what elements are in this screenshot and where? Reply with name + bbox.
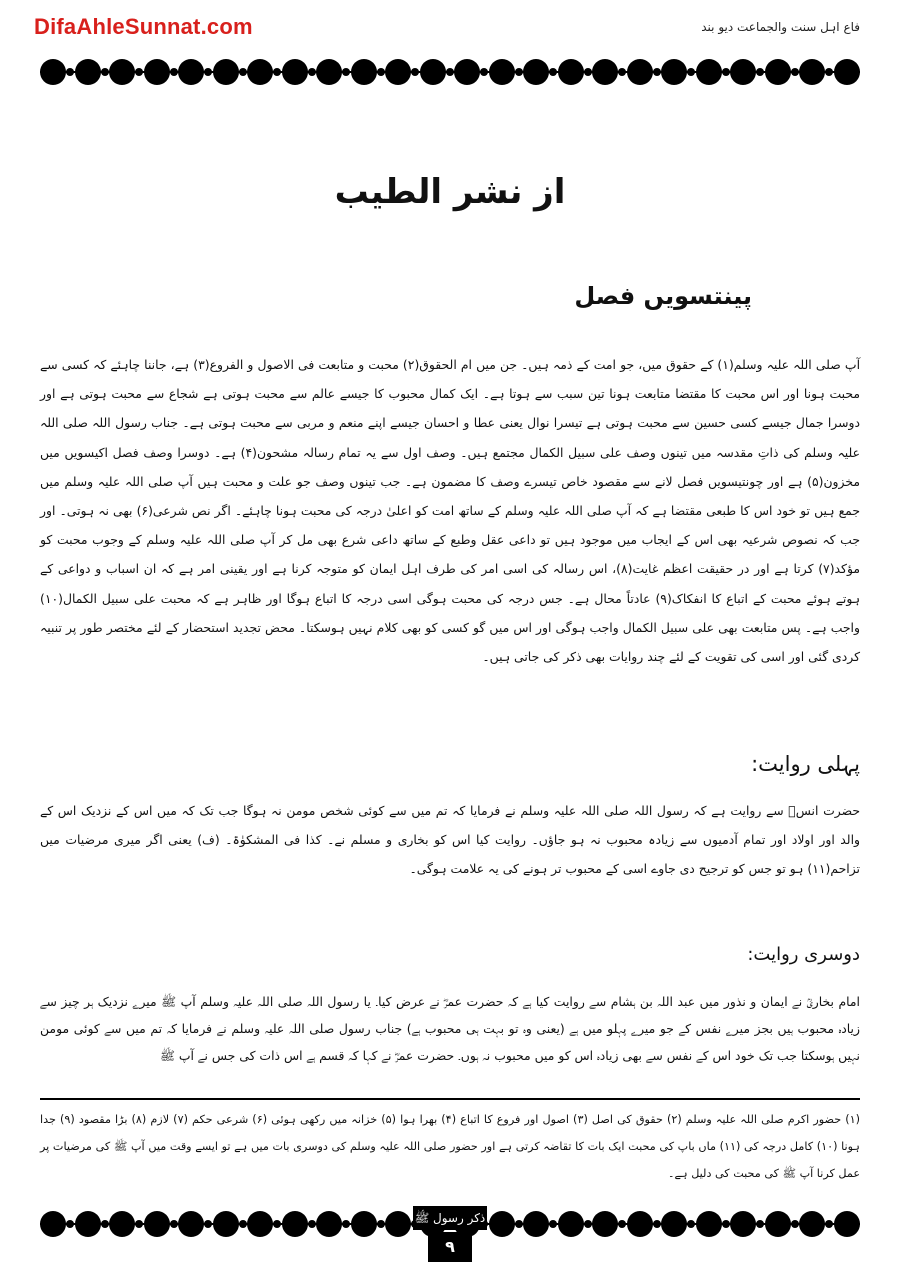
page-number: ۹	[428, 1232, 472, 1262]
heading-second-narration: دوسری روایت:	[747, 944, 860, 965]
page-title: از نشر الطیب	[334, 172, 566, 212]
header-publisher: فاع اہل سنت والجماعت دیو بند	[701, 20, 860, 34]
section-heading: پینتسویں فصل	[574, 282, 752, 310]
footnotes: (۱) حضور اکرم صلی اللہ علیہ وسلم (۲) حقوق کی اصل (۳) اصول اور فروع کا اتباع (۴) بھرا ہوا (۵) خزانہ میں رکھی ہوئی (۶) شرعی حکم (۷) لازم (۸) بڑا مقصود (۹) جدا ہونا (۱۰) کامل درجہ کی (۱۱) ماں باپ کی محبت ایک بات کا تقاضہ کرتی ہے اور حضور صلی اللہ علیہ وسلم کی دوسری بات میں ہے تو ایسے وقت میں آپ ﷺ کی مرضیات پر عمل کرنا آپ ﷺ کی محبت کی دلیل ہے۔	[40, 1113, 860, 1180]
footer-book-badge: ذکر رسول ﷺ	[413, 1206, 487, 1230]
top-border-ornament	[40, 58, 860, 86]
heading-first-narration: پہلی روایت:	[751, 752, 860, 776]
paragraph-main: آپ صلی اللہ علیہ وسلم(۱) کے حقوق میں، جو امت کے ذمہ ہیں۔ جن میں ام الحقوق(۲) محبت و متابعت فی الاصول و الفروع(۳) ہے، جاننا چاہئے کہ کسی سے محبت ہونا اور اس محبت کا مقتضا متابعت ہونا تین سبب سے ہوتا ہے۔ ایک کمال محبوب کا جیسے عالم سے محبت ہوتی ہے شجاع سے محبت ہوتی ہے اور دوسرا جمال جیسے کسی حسین سے محبت ہوتی ہے تیسرا نوال یعنی عطا و احسان جیسے اپنے منعم و مربی سے محبت ہوتی ہے۔ جناب رسول اللہ صلی اللہ علیہ وسلم کی ذاتِ مقدسہ میں تینوں وصف علی سبیل الکمال مجتمع ہیں۔ وصف اول سے یہ تمام رسالہ مشحون(۴) ہے۔ دوسرا وصف فصل اکیسویں میں مخزون(۵) ہے اور چونتیسویں فصل لانے سے مقصود خاص تیسرے وصف کا مضمون ہے۔ جب تینوں وصف جو علت و محبت ہیں آپ صلی اللہ علیہ وسلم میں جمع ہیں تو خود اس کا طبعی مقتضا ہے کہ آپ صلی اللہ علیہ وسلم کے ساتھ امت کو اعلیٰ درجہ کی محبت ہونا چاہئے۔ اگر نص شرعی(۶) بھی نہ ہوتی۔ اور جب کہ نصوص شرعیہ بھی اس کے ایجاب میں موجود ہیں تو داعی عقل وطبع کے ساتھ داعی شرع بھی مل کر آپ صلی اللہ علیہ وسلم کے وجوب محبت کو مؤکد(۷) کرتا ہے اور در حقیقت اعظم غایت(۸)، اس رسالہ کی اسی امر کی طرف اہل ایمان کو متوجہ کرنا ہے اور یقینی امر ہے کہ ان اسباب و دواعی کے ہوتے ہوئے محبت کے اتباع کا انفکاک(۹) عادتاً محال ہے۔ جس درجہ کی محبت ہوگی اسی درجہ کا اتباع ہوگا اور ظاہر ہے کہ محبت علی سبیل الکمال(۱۰) واجب ہے۔ پس متابعت بھی علی سبیل الکمال واجب ہوگی اور اس میں گو کسی کو بھی کلام نہیں ہوسکتا۔ محض تجدید استحضار کے لئے مختصر طور پر تنبیہ کردی گئی اور اسی کی تقویت کے لئے چند روایات بھی ذکر کی جاتی ہیں۔	[40, 357, 861, 665]
site-name: DifaAhleSunnat.com	[34, 14, 253, 39]
paragraph-first-narration: حضرت انسؓ سے روایت ہے کہ رسول اللہ صلی اللہ علیہ وسلم نے فرمایا کہ تم میں سے کوئی شخص مومن نہ ہوگا جب تک کہ میں اس کے نزدیک اس کے والد اور اولاد اور تمام آدمیوں سے زیادہ محبوب نہ ہو جاؤں۔ روایت کیا اس کو بخاری و مسلم نے۔ کذا فی المشکوٰۃ۔ (ف) یعنی اگر میری مرضیات میں تزاحم(۱۱) ہو تو جس کو ترجیح دی جاوے اسی کے محبوب تر ہونے کی یہ علامت ہوگی۔	[40, 803, 860, 876]
footnote-divider	[40, 1098, 860, 1100]
paragraph-second-narration: امام بخاریؒ نے ایمان و نذور میں عبد اللہ بن ہشام سے روایت کیا ہے کہ حضرت عمرؓ نے عرض کیا۔ یا رسول اللہ صلی اللہ علیہ وسلم آپ ﷺ میرے نزدیک ہر چیز سے زیادہ محبوب ہیں بجز میرے نفس کے جو میرے پہلو میں ہے (یعنی وہ تو بہت ہی محبوب ہے) جناب رسول صلی اللہ علیہ وسلم نے فرمایا کہ تم میں سے کوئی مومن نہیں ہوسکتا جب تک خود اس کے نفس سے بھی زیادہ اس کو میں محبوب نہ ہوں۔ حضرت عمرؓ نے کہا کہ قسم ہے اس ذات کی جس نے آپ ﷺ	[40, 994, 860, 1063]
